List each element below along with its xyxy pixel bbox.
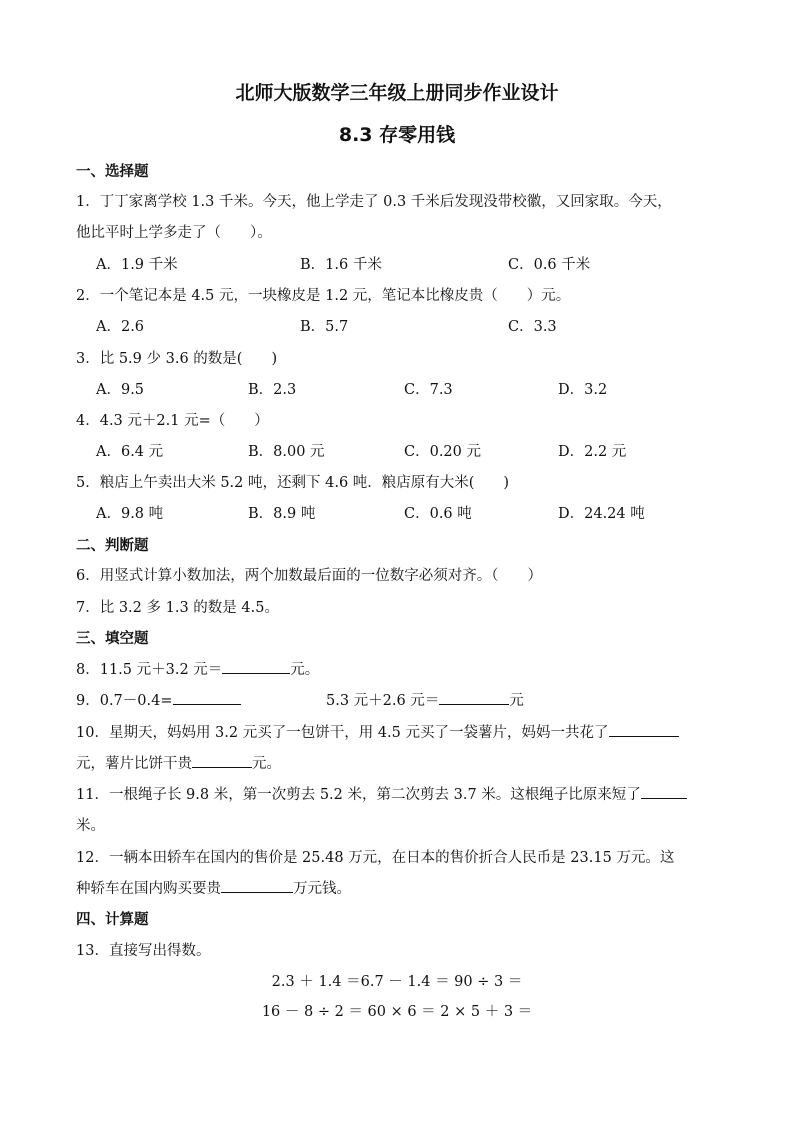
q12-text-line2-pre: 种轿车在国内购买要贵 [76, 881, 221, 897]
section-heading-calc: 四、计算题 [76, 912, 149, 928]
q3-text: 3．比 5.9 少 3.6 的数是( ) [76, 351, 278, 367]
q9-left-text: 9．0.7－0.4= [76, 693, 173, 709]
q13-expression-row2: 16 － 8 ÷ 2 ＝ 60 × 6 ＝ 2 × 5 ＋ 3 ＝ [261, 1004, 533, 1020]
q8-suffix: 元。 [290, 662, 320, 678]
q9-left-blank[interactable] [173, 690, 241, 705]
section-heading-choice: 一、选择题 [76, 164, 149, 180]
q12-text-line2-post: 万元钱。 [293, 881, 351, 897]
q1-text-line2: 他比平时上学多走了（ ）。 [76, 225, 272, 241]
q1-option-a[interactable]: A．1.9 千米 [96, 257, 178, 273]
q12-answer-blank[interactable] [221, 878, 293, 893]
q3-option-a[interactable]: A．9.5 [96, 382, 145, 398]
q1-text-line1: 1．丁丁家离学校 1.3 千米。今天，他上学走了 0.3 千米后发现没带校徽，又回家取。今天， [76, 194, 672, 210]
q3-option-c[interactable]: C．7.3 [404, 382, 453, 398]
q2-text: 2．一个笔记本是 4.5 元，一块橡皮是 1.2 元，笔记本比橡皮贵（ ）元。 [76, 288, 571, 304]
q9-right-text: 5.3 元＋2.6 元＝ [326, 693, 440, 709]
q7-text: 7．比 3.2 多 1.3 的数是 4.5。 [76, 600, 279, 616]
q3-option-d[interactable]: D．3.2 [558, 382, 608, 398]
q4-option-b[interactable]: B．8.00 元 [248, 444, 325, 460]
q3-option-b[interactable]: B．2.3 [248, 382, 297, 398]
q9-left [76, 689, 241, 710]
section-heading-fill: 三、填空题 [76, 631, 149, 647]
q4-option-d[interactable]: D．2.2 元 [558, 444, 627, 460]
q1-option-b[interactable]: B．1.6 千米 [300, 257, 382, 273]
q10-text-line2-post: 元。 [252, 756, 281, 772]
q8-line [76, 658, 319, 679]
q2-option-b[interactable]: B．5.7 [300, 319, 349, 335]
q10-total-blank[interactable] [609, 722, 679, 737]
q2-option-c[interactable]: C．3.3 [508, 319, 557, 335]
q4-text: 4．4.3 元＋2.1 元=（ ） [76, 413, 269, 429]
q4-option-c[interactable]: C．0.20 元 [404, 444, 481, 460]
section-heading-judge: 二、判断题 [76, 538, 149, 554]
q2-option-a[interactable]: A．2.6 [96, 319, 145, 335]
q10-text-line1: 10．星期天，妈妈用 3.2 元买了一包饼干，用 4.5 元买了一袋薯片，妈妈一共花了 [76, 725, 609, 741]
q1-option-c[interactable]: C．0.6 千米 [508, 257, 591, 273]
q10-line1 [76, 721, 679, 742]
lesson-subtitle: 8.3 存零用钱 [338, 124, 456, 146]
q9-right-blank[interactable] [439, 690, 509, 705]
q10-difference-blank[interactable] [192, 753, 252, 768]
q8-answer-blank[interactable] [222, 659, 290, 674]
q13-expression-row1: 2.3 ＋ 1.4 ＝6.7 － 1.4 ＝ 90 ÷ 3 ＝ [271, 974, 523, 990]
q5-option-d[interactable]: D．24.24 吨 [558, 506, 645, 522]
q13-text: 13．直接写出得数。 [76, 943, 211, 959]
q5-option-b[interactable]: B．8.9 吨 [248, 506, 316, 522]
q9-right [326, 689, 524, 710]
q9-right-unit: 元 [509, 693, 524, 709]
q11-text-line1: 11．一根绳子长 9.8 米，第一次剪去 5.2 米，第二次剪去 3.7 米。这根绳子比原来短了 [76, 787, 641, 803]
q5-option-c[interactable]: C．0.6 吨 [404, 506, 472, 522]
q11-answer-blank[interactable] [641, 784, 687, 799]
q11-line1 [76, 783, 687, 804]
q10-text-line2-pre: 元，薯片比饼干贵 [76, 756, 192, 772]
q8-prefix: 8．11.5 元＋3.2 元＝ [76, 662, 223, 678]
q6-text: 6．用竖式计算小数加法，两个加数最后面的一位数字必须对齐。（ ） [76, 568, 542, 584]
q12-text-line1: 12．一辆本田轿车在国内的售价是 25.48 万元，在日本的售价折合人民币是 23.15 万元。这 [76, 850, 675, 866]
page-title: 北师大版数学三年级上册同步作业设计 [235, 82, 559, 104]
q12-line2 [76, 877, 351, 898]
q11-text-line2: 米。 [76, 818, 105, 834]
q5-option-a[interactable]: A．9.8 吨 [96, 506, 164, 522]
q4-option-a[interactable]: A．6.4 元 [96, 444, 164, 460]
q5-text: 5．粮店上午卖出大米 5.2 吨，还剩下 4.6 吨．粮店原有大米( ) [76, 475, 510, 491]
q10-line2 [76, 752, 281, 773]
